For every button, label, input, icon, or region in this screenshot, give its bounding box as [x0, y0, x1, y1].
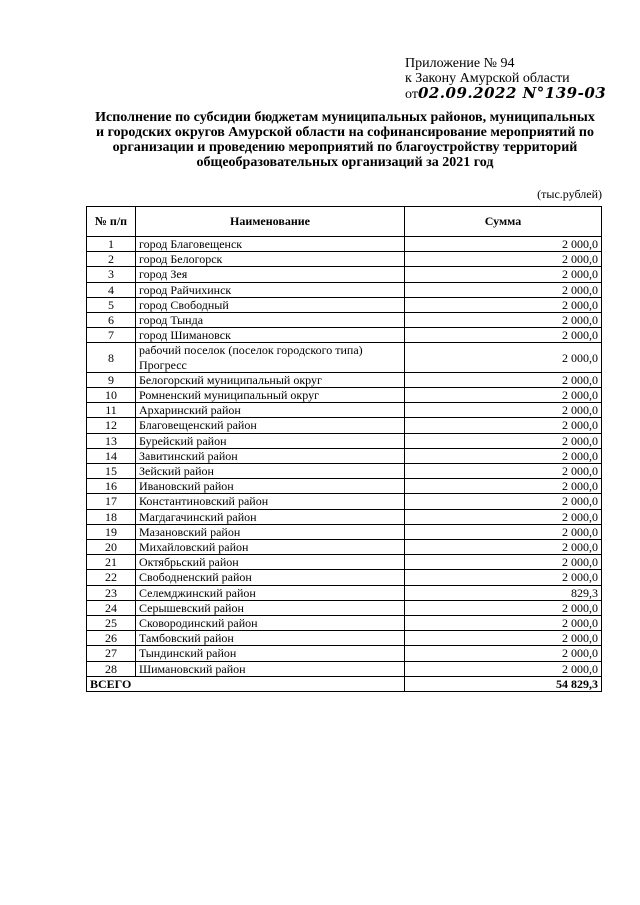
table-row: [87, 631, 602, 646]
unit-label: (тыс.рублей): [537, 187, 602, 201]
cell-sum: 2 000,0: [405, 267, 602, 282]
cell-num: 5: [87, 297, 136, 312]
table-row: [87, 585, 602, 600]
cell-sum: 2 000,0: [405, 433, 602, 448]
table-row: [87, 313, 602, 328]
table-row: [87, 479, 602, 494]
table-row: [87, 448, 602, 463]
cell-name: город Благовещенск: [136, 237, 405, 252]
cell-num: 23: [87, 585, 136, 600]
table-row: [87, 661, 602, 676]
header-num: № п/п: [87, 207, 136, 237]
cell-num: 12: [87, 418, 136, 433]
handwritten-date-number: 02.09.2022 N°139-03: [417, 84, 607, 102]
cell-num: 16: [87, 479, 136, 494]
table-body: [87, 237, 602, 692]
cell-name: Ромненский муниципальный округ: [136, 388, 405, 403]
cell-num: 1: [87, 237, 136, 252]
table-row: [87, 237, 602, 252]
cell-num: 28: [87, 661, 136, 676]
cell-sum: 2 000,0: [405, 328, 602, 343]
cell-num: 19: [87, 524, 136, 539]
cell-sum: 2 000,0: [405, 388, 602, 403]
cell-sum: 2 000,0: [405, 479, 602, 494]
cell-num: 8: [87, 343, 136, 372]
header-name: Наименование: [136, 207, 405, 237]
table-row: [87, 372, 602, 387]
cell-sum: 2 000,0: [405, 372, 602, 387]
cell-num: 7: [87, 328, 136, 343]
header-sum: Сумма: [405, 207, 602, 237]
cell-sum: 2 000,0: [405, 343, 602, 372]
table-row: [87, 555, 602, 570]
cell-name: город Шимановск: [136, 328, 405, 343]
table-row: [87, 524, 602, 539]
cell-name: город Райчихинск: [136, 282, 405, 297]
cell-num: 27: [87, 646, 136, 661]
table-row: [87, 388, 602, 403]
total-sum: 54 829,3: [405, 676, 602, 691]
cell-sum: 2 000,0: [405, 403, 602, 418]
cell-num: 17: [87, 494, 136, 509]
cell-name: город Зея: [136, 267, 405, 282]
cell-sum: 829,3: [405, 585, 602, 600]
cell-num: 2: [87, 252, 136, 267]
cell-name: город Свободный: [136, 297, 405, 312]
cell-sum: 2 000,0: [405, 494, 602, 509]
table-row: [87, 343, 602, 372]
cell-num: 10: [87, 388, 136, 403]
cell-sum: 2 000,0: [405, 524, 602, 539]
cell-name: Белогорский муниципальный округ: [136, 372, 405, 387]
cell-name: Архаринский район: [136, 403, 405, 418]
table-row: [87, 418, 602, 433]
cell-name: Сковородинский район: [136, 616, 405, 631]
table-row: [87, 252, 602, 267]
cell-num: 6: [87, 313, 136, 328]
cell-sum: 2 000,0: [405, 464, 602, 479]
document-title: Исполнение по субсидии бюджетам муниципальных районов, муниципальных и городских округов Амурской области на софинансирование мероприятий по организации и проведению мероприятий по благоустройству территорий общеобразовательных организаций за 2021 год: [95, 110, 595, 170]
cell-name: Бурейский район: [136, 433, 405, 448]
cell-name: Константиновский район: [136, 494, 405, 509]
cell-num: 26: [87, 631, 136, 646]
cell-num: 18: [87, 509, 136, 524]
appendix-date-line: [405, 86, 635, 102]
table-row: [87, 464, 602, 479]
cell-sum: 2 000,0: [405, 600, 602, 615]
cell-num: 9: [87, 372, 136, 387]
cell-sum: 2 000,0: [405, 555, 602, 570]
cell-sum: 2 000,0: [405, 313, 602, 328]
cell-name: Мазановский район: [136, 524, 405, 539]
cell-name: город Белогорск: [136, 252, 405, 267]
cell-sum: 2 000,0: [405, 540, 602, 555]
cell-name: Тамбовский район: [136, 631, 405, 646]
cell-sum: 2 000,0: [405, 282, 602, 297]
table-row: [87, 646, 602, 661]
cell-name: Серышевский район: [136, 600, 405, 615]
cell-num: 24: [87, 600, 136, 615]
total-row: [87, 676, 602, 691]
cell-num: 15: [87, 464, 136, 479]
table-row: [87, 616, 602, 631]
cell-sum: 2 000,0: [405, 297, 602, 312]
cell-name: Свободненский район: [136, 570, 405, 585]
appendix-header: [405, 56, 635, 102]
cell-num: 14: [87, 448, 136, 463]
appendix-number: Приложение № 94: [405, 56, 515, 71]
cell-num: 25: [87, 616, 136, 631]
cell-name: Благовещенский район: [136, 418, 405, 433]
cell-name: Завитинский район: [136, 448, 405, 463]
table-row: [87, 328, 602, 343]
cell-num: 13: [87, 433, 136, 448]
cell-sum: 2 000,0: [405, 570, 602, 585]
table-row: [87, 403, 602, 418]
cell-sum: 2 000,0: [405, 252, 602, 267]
cell-num: 11: [87, 403, 136, 418]
cell-sum: 2 000,0: [405, 509, 602, 524]
table-row: [87, 570, 602, 585]
cell-name: Селемджинский район: [136, 585, 405, 600]
cell-sum: 2 000,0: [405, 616, 602, 631]
cell-sum: 2 000,0: [405, 448, 602, 463]
cell-sum: 2 000,0: [405, 418, 602, 433]
cell-name: Магдагачинский район: [136, 509, 405, 524]
appendix-date-prefix: от: [405, 87, 418, 102]
cell-name: Тындинский район: [136, 646, 405, 661]
table-row: [87, 600, 602, 615]
cell-name: Михайловский район: [136, 540, 405, 555]
table-row: [87, 540, 602, 555]
cell-num: 22: [87, 570, 136, 585]
cell-num: 3: [87, 267, 136, 282]
cell-name: Зейский район: [136, 464, 405, 479]
total-label: ВСЕГО: [87, 676, 405, 691]
cell-sum: 2 000,0: [405, 631, 602, 646]
cell-num: 20: [87, 540, 136, 555]
table-row: [87, 282, 602, 297]
table-row: [87, 509, 602, 524]
cell-name: Ивановский район: [136, 479, 405, 494]
table-row: [87, 267, 602, 282]
table-row: [87, 494, 602, 509]
cell-name: рабочий поселок (поселок городского типа) Прогресс: [136, 343, 405, 372]
table-row: [87, 433, 602, 448]
cell-name: Октябрьский район: [136, 555, 405, 570]
cell-sum: 2 000,0: [405, 661, 602, 676]
cell-num: 4: [87, 282, 136, 297]
table-header-row: [87, 207, 602, 237]
cell-sum: 2 000,0: [405, 237, 602, 252]
cell-sum: 2 000,0: [405, 646, 602, 661]
cell-name: Шимановский район: [136, 661, 405, 676]
table-row: [87, 297, 602, 312]
cell-name: город Тында: [136, 313, 405, 328]
subsidy-table: [86, 206, 602, 692]
cell-num: 21: [87, 555, 136, 570]
appendix-law: к Закону Амурской области: [405, 71, 570, 86]
